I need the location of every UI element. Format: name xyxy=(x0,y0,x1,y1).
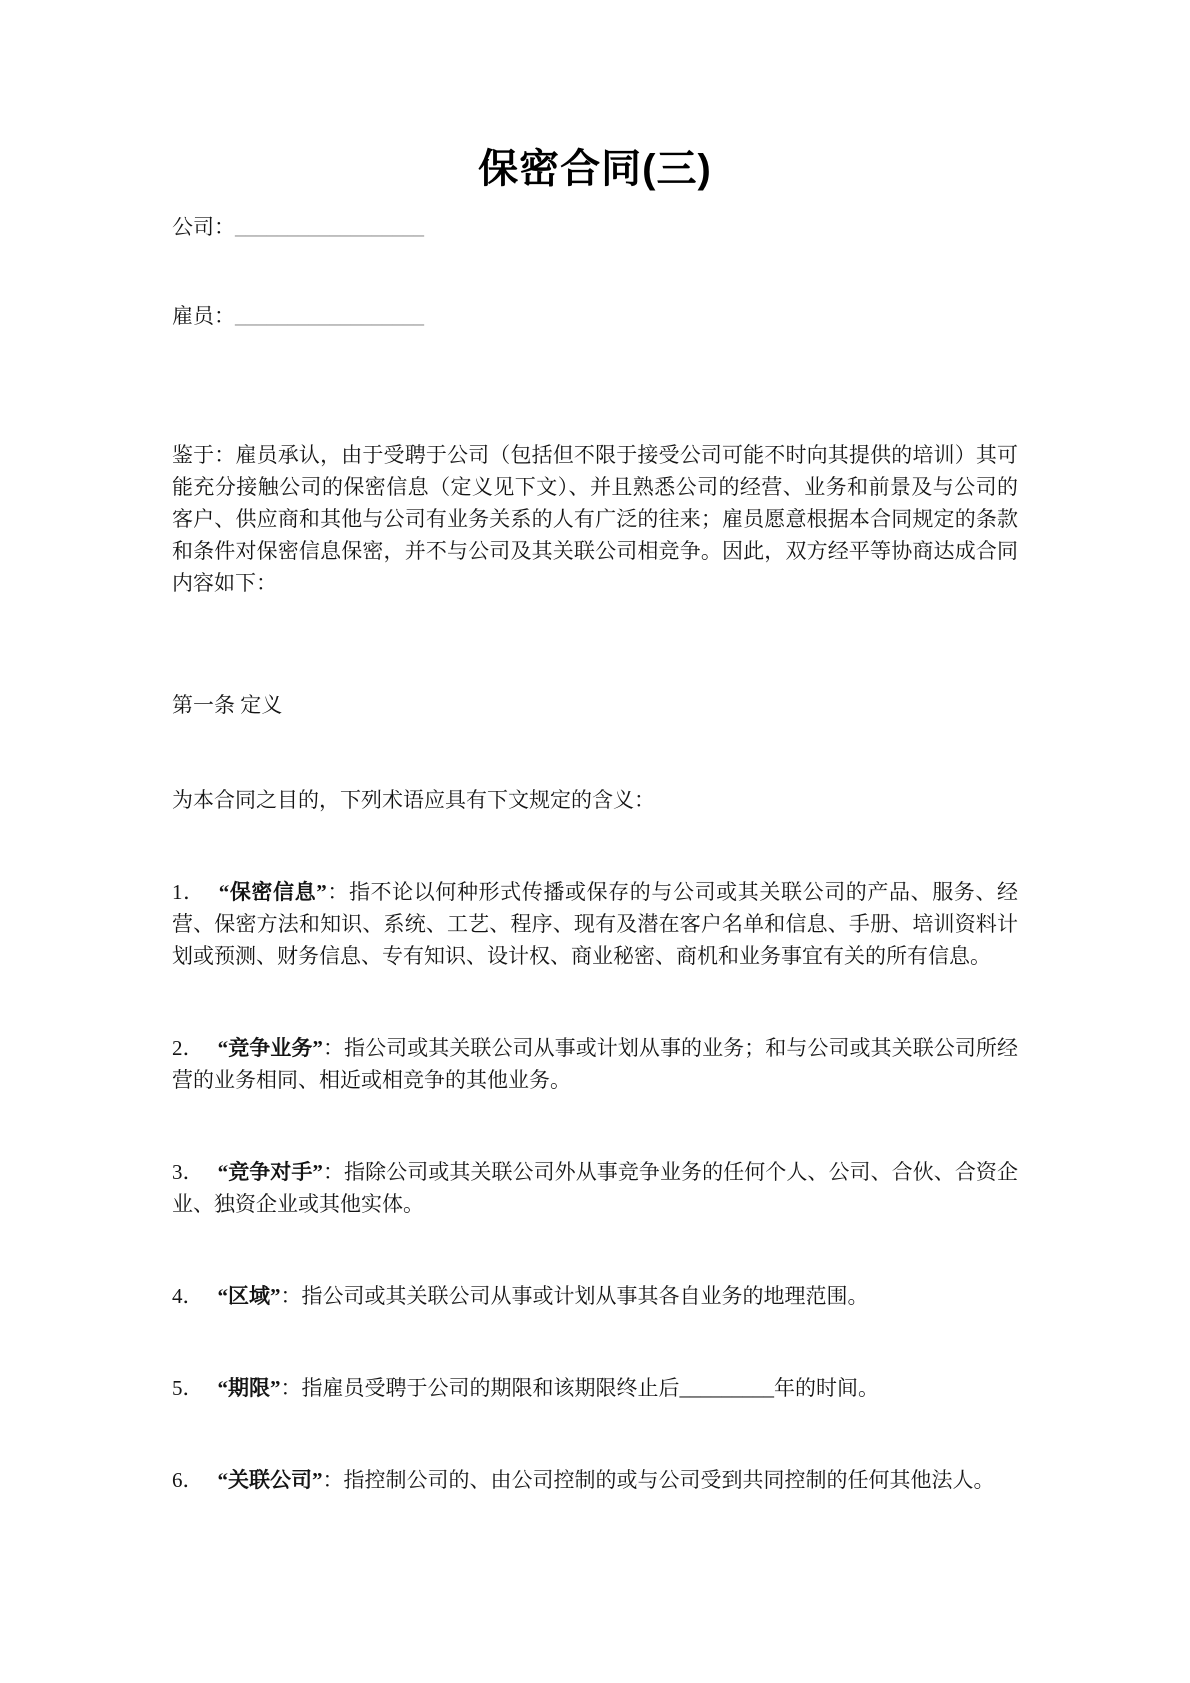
definition-number: 4． xyxy=(172,1284,204,1308)
employee-label: 雇员： xyxy=(172,304,235,328)
definition-term: “区域” xyxy=(217,1284,281,1308)
definition-term: “保密信息” xyxy=(218,880,327,904)
definition-term: “关联公司” xyxy=(217,1468,323,1492)
preamble-paragraph: 鉴于：雇员承认，由于受聘于公司（包括但不限于接受公司可能不时向其提供的培训）其可能充分接触公司的保密信息（定义见下文）、并且熟悉公司的经营、业务和前景及与公司的客户、供应商和其他与公司有业务关系的人有广泛的往来；雇员愿意根据本合同规定的条款和条件对保密信息保密，并不与公司及其关联公司相竞争。因此，双方经平等协商达成合同内容如下： xyxy=(172,443,1018,595)
page-title: 保密合同(三) xyxy=(478,147,712,191)
company-label: 公司： xyxy=(172,215,235,239)
definition-number: 5． xyxy=(172,1376,204,1400)
section-intro: 为本合同之目的，下列术语应具有下文规定的含义： xyxy=(172,788,655,812)
section-heading: 第一条 定义 xyxy=(172,693,283,717)
definition-number: 2． xyxy=(172,1036,204,1060)
definition-item xyxy=(172,1032,1018,1096)
company-blank: __________________ xyxy=(235,215,424,239)
definition-text: ：指除公司或其关联公司外从事竞争业务的任何个人、公司、合伙、合资企业、独资企业或其他实体。 xyxy=(172,1160,1018,1216)
definition-number: 1． xyxy=(172,880,205,904)
definition-item xyxy=(172,876,1018,972)
definition-item xyxy=(172,1372,1018,1404)
definition-text: ：指公司或其关联公司从事或计划从事的业务；和与公司或其关联公司所经营的业务相同、相近或相竞争的其他业务。 xyxy=(172,1036,1018,1092)
definition-text: ：指控制公司的、由公司控制的或与公司受到共同控制的任何其他法人。 xyxy=(322,1468,995,1492)
definition-number: 6． xyxy=(172,1468,204,1492)
definition-term: “期限” xyxy=(217,1376,281,1400)
definition-term: “竞争业务” xyxy=(217,1036,323,1060)
definition-item xyxy=(172,1156,1018,1220)
company-field-row xyxy=(172,211,1018,243)
definition-item xyxy=(172,1464,1018,1496)
definition-number: 3． xyxy=(172,1160,204,1184)
definition-text: ：指公司或其关联公司从事或计划从事其各自业务的地理范围。 xyxy=(280,1284,869,1308)
definition-text: ：指雇员受聘于公司的期限和该期限终止后_________年的时间。 xyxy=(280,1376,879,1400)
employee-blank: __________________ xyxy=(235,304,424,328)
employee-field-row xyxy=(172,300,1018,332)
definition-text: ：指不论以何种形式传播或保存的与公司或其关联公司的产品、服务、经营、保密方法和知识、系统、工艺、程序、现有及潜在客户名单和信息、手册、培训资料计划或预测、财务信息、专有知识、设计权、商业秘密、商机和业务事宜有关的所有信息。 xyxy=(172,880,1019,968)
definitions-list xyxy=(172,876,1018,1496)
definition-item xyxy=(172,1280,1018,1312)
definition-term: “竞争对手” xyxy=(217,1160,323,1184)
